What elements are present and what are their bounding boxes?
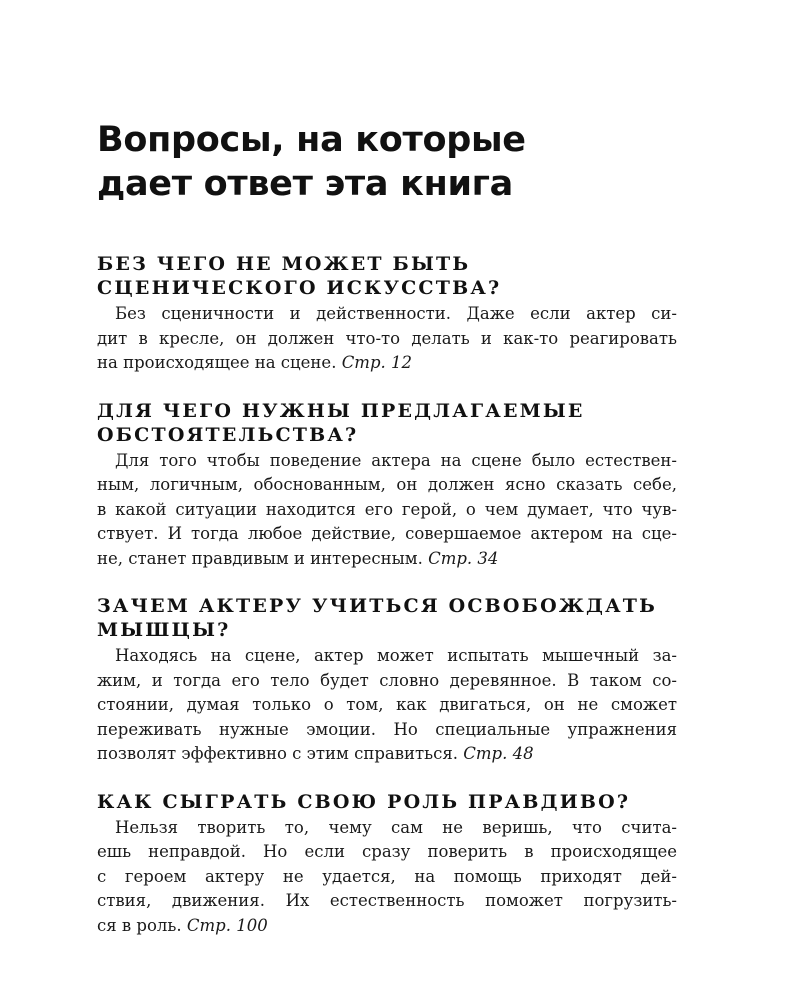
page-reference: Стр. 34 xyxy=(428,548,499,568)
page-reference: Стр. 48 xyxy=(463,744,534,763)
question-line: СЦЕНИЧЕСКОГО ИСКУССТВА? xyxy=(97,277,502,299)
question-heading xyxy=(97,399,677,447)
question-line: ЗАЧЕМ АКТЕРУ УЧИТЬСЯ ОСВОБОЖДАТЬ xyxy=(97,595,657,617)
answer-line: ным, логичным, обоснованным, он должен ясно сказать себе, xyxy=(97,475,677,494)
answer-line: Находясь на сцене, актер может испытать мышечный за- xyxy=(115,646,677,665)
answer-line xyxy=(97,742,677,767)
answer-line-text: позволят эффективно с этим справиться. xyxy=(97,744,459,763)
answer-paragraph xyxy=(97,816,677,939)
answer-line: жим, и тогда его тело будет словно деревянное. В таком со- xyxy=(97,670,677,690)
question-line: ОБСТОЯТЕЛЬСТВА? xyxy=(97,423,359,446)
question-heading xyxy=(97,594,677,642)
answer-line xyxy=(97,914,677,939)
answer-line: ствует. И тогда любое действие, совершаемое актером на сце- xyxy=(97,524,677,543)
answer-line: Для того чтобы поведение актера на сцене было естествен- xyxy=(115,450,677,470)
question-item xyxy=(97,399,677,572)
question-heading xyxy=(97,790,677,814)
answer-line: Без сценичности и действенности. Даже если актер си- xyxy=(115,304,677,323)
question-line: БЕЗ ЧЕГО НЕ МОЖЕТ БЫТЬ xyxy=(97,253,471,275)
answer-line-text: ся в роль. xyxy=(97,915,182,935)
answer-line-text: на происходящее на сцене. xyxy=(97,353,337,372)
question-line: МЫШЦЫ? xyxy=(97,619,231,641)
answer-line: ешь неправдой. Но если сразу поверить в происходящее xyxy=(97,842,677,861)
question-line: ДЛЯ ЧЕГО НУЖНЫ ПРЕДЛАГАЕМЫЕ xyxy=(97,399,585,422)
answer-line: дит в кресле, он должен что-то делать и как-то реагировать xyxy=(97,328,677,348)
page-title-line: дает ответ эта книга xyxy=(97,164,513,204)
question-item xyxy=(97,790,677,939)
answer-line: в какой ситуации находится его герой, о чем думает, что чув- xyxy=(97,499,677,519)
answer-line: с героем актеру не удается, на помощь приходят дей- xyxy=(97,866,677,886)
answer-line: переживать нужные эмоции. Но специальные упражнения xyxy=(97,719,677,739)
answer-line xyxy=(97,351,677,376)
answer-paragraph xyxy=(97,644,677,767)
question-heading xyxy=(97,252,677,300)
page-title-line: Вопросы, на которые xyxy=(97,120,526,160)
answer-line-text: не, станет правдивым и интересным. xyxy=(97,548,423,568)
answer-line: Нельзя творить то, чему сам не веришь, что счита- xyxy=(115,817,677,837)
answer-line: стоянии, думая только о том, как двигаться, он не сможет xyxy=(97,695,677,714)
question-item xyxy=(97,252,677,376)
answer-paragraph xyxy=(97,302,677,376)
question-line: КАК СЫГРАТЬ СВОЮ РОЛЬ ПРАВДИВО? xyxy=(97,790,631,813)
answer-line: ствия, движения. Их естественность поможет погрузить- xyxy=(97,891,677,910)
page-reference: Стр. 100 xyxy=(186,915,268,935)
page-reference: Стр. 12 xyxy=(341,353,413,372)
question-item xyxy=(97,594,677,767)
question-list xyxy=(97,252,677,938)
page-title xyxy=(97,118,737,206)
answer-line xyxy=(97,547,677,572)
answer-paragraph xyxy=(97,449,677,572)
